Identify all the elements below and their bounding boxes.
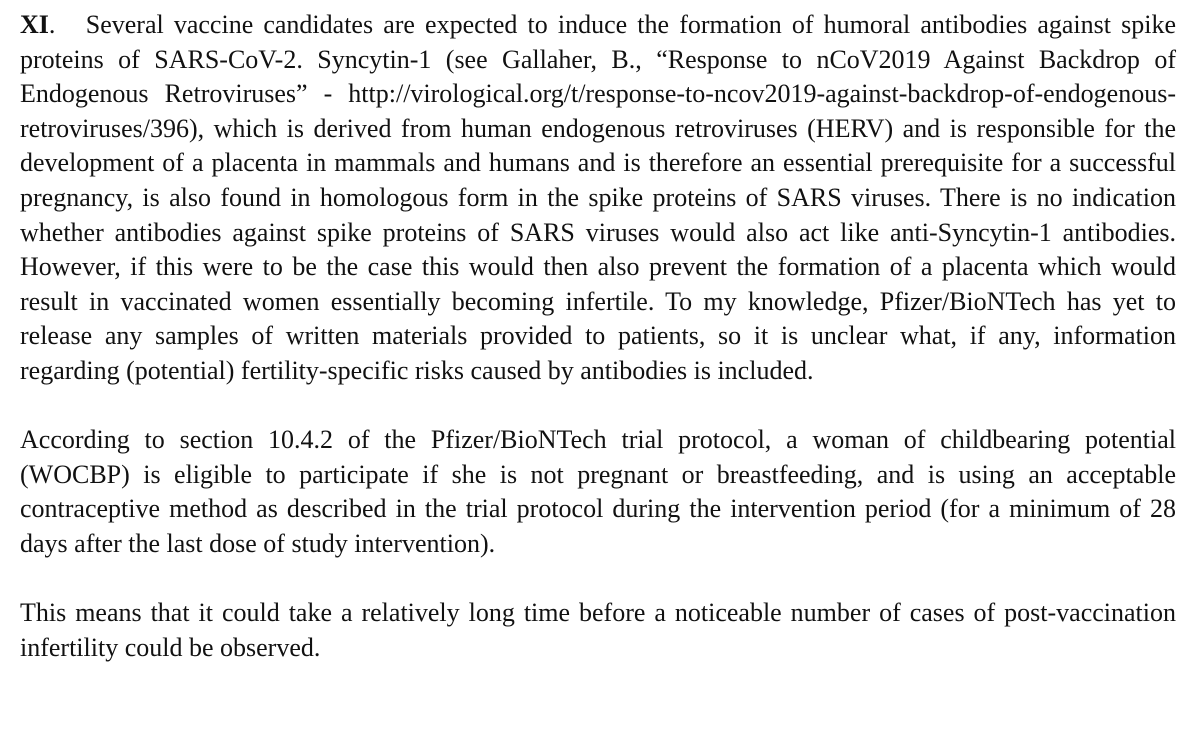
section-number: XI: [20, 10, 49, 39]
paragraph-trial-protocol: According to section 10.4.2 of the Pfizer/BioNTech trial protocol, a woman of childbearing potential (WOCBP) is eligible to participate if she is not pregnant or breastfeeding, and is using an acceptable contraceptive method as described in the trial protocol during the intervention period (for a minimum of 28 days after the last dose of study intervention).: [20, 425, 1176, 558]
paragraph-text: Several vaccine candidates are expected to induce the formation of humoral antibodies against spike proteins of SARS-CoV-2. Syncytin-1 (see Gallaher, B., “Response to nCoV2019 Against Backdrop of Endogenous Retroviruses” - http://virological.org/t/response-to-ncov2019-against-backdrop-of-endogenous-retroviruses/396), which is derived from human endogenous retroviruses (HERV) and is responsible for the development of a placenta in mammals and humans and is therefore an essential prerequisite for a successful pregnancy, is also found in homologous form in the spike proteins of SARS viruses. There is no indication whether antibodies against spike proteins of SARS viruses would also act like anti-Syncytin-1 antibodies. However, if this were to be the case this would then also prevent the formation of a placenta which would result in vaccinated women essentially becoming infertile. To my knowledge, Pfizer/BioNTech has yet to release any samples of written materials provided to patients, so it is unclear what, if any, information regarding (potential) fertility-specific risks caused by antibodies is included.: [20, 10, 1177, 385]
paragraph-conclusion: This means that it could take a relatively long time before a noticeable number of cases of post-vaccination infertility could be observed.: [20, 598, 1176, 662]
paragraph-section-xi: XI. Several vaccine candidates are expected to induce the formation of humoral antibodies against spike proteins of SARS-CoV-2. Syncytin-1 (see Gallaher, B., “Response to nCoV2019 Against Backdrop of Endogenous Retroviruses” - http://virological.org/t/response-to-ncov2019-against-backdrop-of-endogenous-retroviruses/396), which is derived from human endogenous retroviruses (HERV) and is responsible for the development of a placenta in mammals and humans and is therefore an essential prerequisite for a successful pregnancy, is also found in homologous form in the spike proteins of SARS viruses. There is no indication whether antibodies against spike proteins of SARS viruses would also act like anti-Syncytin-1 antibodies. However, if this were to be the case this would then also prevent the formation of a placenta which would result in vaccinated women essentially becoming infertile. To my knowledge, Pfizer/BioNTech has yet to release any samples of written materials provided to patients, so it is unclear what, if any, information regarding (potential) fertility-specific risks caused by antibodies is included.: [20, 10, 1177, 385]
document-body: [20, 8, 1176, 665]
